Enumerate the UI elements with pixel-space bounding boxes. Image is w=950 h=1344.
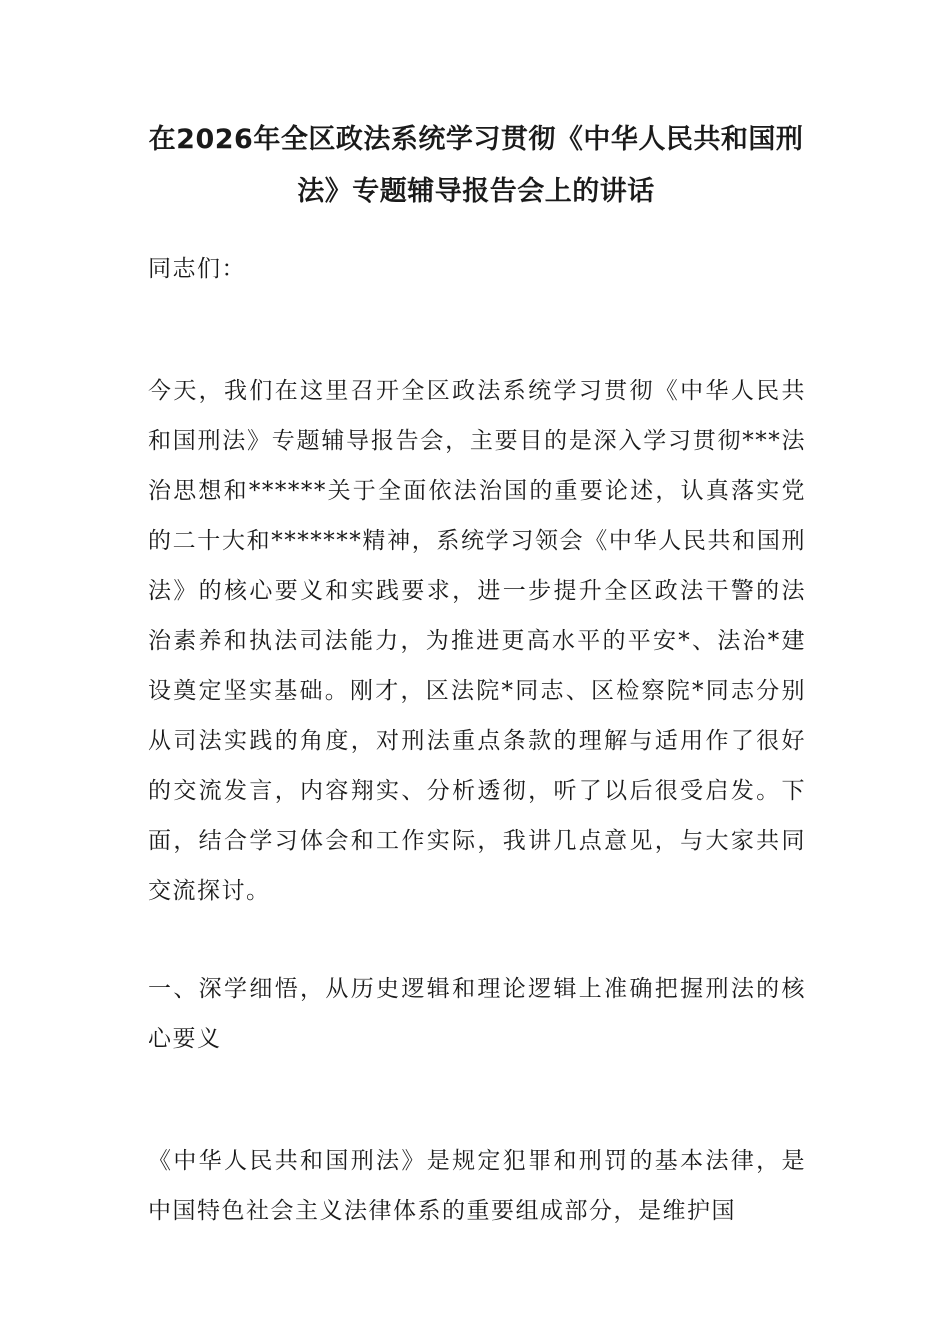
section-heading: 一、深学细悟，从历史逻辑和理论逻辑上准确把握刑法的核心要义 [148,976,806,1052]
salutation: 同志们： [148,256,246,282]
intro-paragraph: 今天，我们在这里召开全区政法系统学习贯彻《中华人民共和国刑法》专题辅导报告会，主要目的是深入学习贯彻***法治思想和******关于全面依法治国的重要论述，认真落实党的二十大和*******精神，系统学习领会《中华人民共和国刑法》的核心要义和实践要求，进一步提升全区政法干警的法治素养和执法司法能力，为推进更高水平的平安*、法治*建设奠定坚实基础。刚才，区法院*同志、区检察院*同志分别从司法实践的角度，对刑法重点条款的理解与适用作了很好的交流发言，内容翔实、分析透彻，听了以后很受启发。下面，结合学习体会和工作实际，我讲几点意见，与大家共同交流探讨。 [148,378,806,904]
document-title: 在2026年全区政法系统学习贯彻《中华人民共和国刑法》专题辅导报告会上的讲话 [148,124,804,207]
section-paragraph: 《中华人民共和国刑法》是规定犯罪和刑罚的基本法律，是中国特色社会主义法律体系的重要组成部分，是维护国 [148,1148,806,1224]
